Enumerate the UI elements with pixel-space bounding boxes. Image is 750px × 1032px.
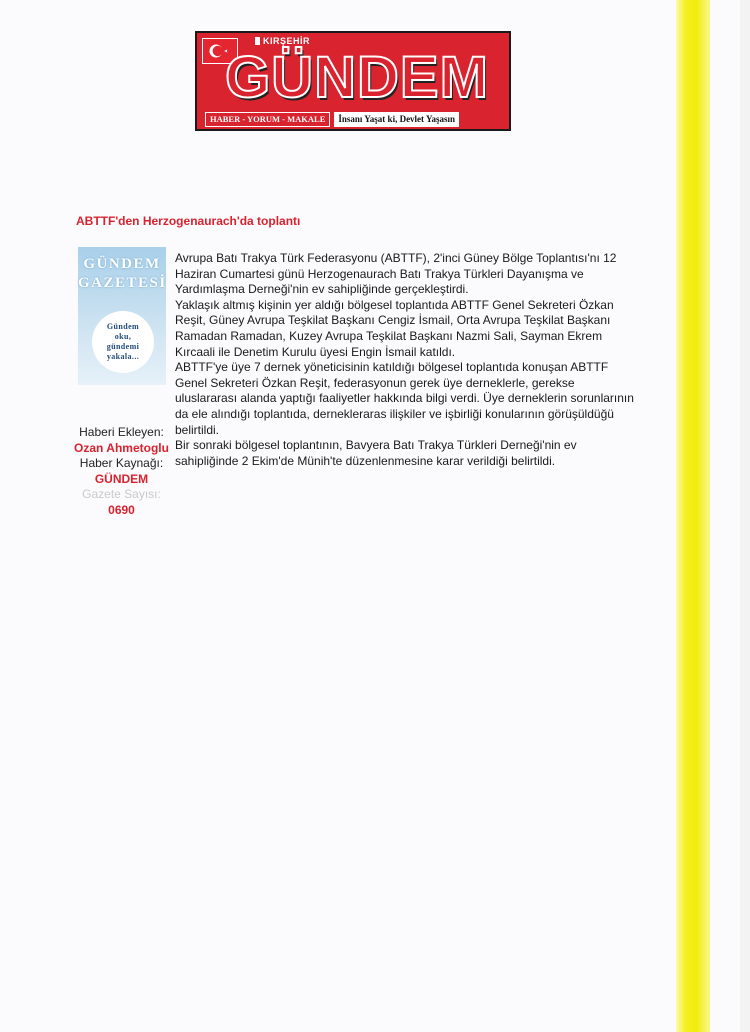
source-name: GÜNDEM [94,471,149,486]
promo-title-line1: GÜNDEM [83,256,161,272]
article-meta [74,425,169,518]
issue-label: Gazete Sayısı: [82,487,161,501]
masthead-slogan-left: HABER - YORUM - MAKALE [205,112,330,127]
promo-title-line2: GAZETESİ [78,275,167,291]
article-paragraph: Yaklaşık altmış kişinin yer aldığı bölgesel toplantıda ABTTF Genel Sekreteri Özkan Reşit, Güney Avrupa Teşkilat Başkanı Cengiz İsmail, Orta Avrupa Teşkilat Başkanı Ramadan Ramadan, Kuzey Avrupa Teşkilat Başkanı Nazmi Sali, Sayman Ekrem Kırcaali ile Denetim Kurulu üyesi Engin İsmail katıldı. [175,297,614,359]
newspaper-masthead [195,31,511,131]
article-body [175,251,635,469]
promo-slogan: Gündem oku, gündemi yakala... [106,322,140,361]
source-label: Haber Kaynağı: [79,456,164,470]
highlighter-stripe [676,0,710,1032]
promo-slogan-circle [92,311,154,373]
article-headline: ABTTF'den Herzogenaurach'da toplantı [76,214,301,228]
added-by-author: Ozan Ahmetoglu [74,440,169,455]
page-edge [740,0,750,1032]
article-paragraph: Avrupa Batı Trakya Türk Federasyonu (ABTTF), 2'inci Güney Bölge Toplantısı'nı 12 Haziran Cumartesi günü Herzogenaurach Batı Trakya Türkleri Dayanışma ve Yardımlaşma Derneği'nin ev sahipliğinde gerçekleştirdi. [175,251,617,297]
promo-title [78,255,166,293]
masthead-title: GÜNDEM [225,45,489,110]
gundem-promo-banner [78,247,166,385]
added-by-label: Haberi Ekleyen: [79,425,164,439]
article-paragraph: Bir sonraki bölgesel toplantının, Bavyera Batı Trakya Türkleri Derneği'nin ev sahipliğinde 2 Ekim'de Münih'te düzenlenmesine karar verildiği belirtildi. [175,438,577,468]
masthead-slogan-right: İnsanı Yaşat ki, Devlet Yaşasın [334,112,459,127]
masthead-slogan-bar [205,112,501,127]
article-paragraph: ABTTF'ye üye 7 dernek yöneticisinin katıldığı bölgesel toplantıda konuşan ABTTF Genel Sekreteri Özkan Reşit, federasyonun gerek üye derneklerle, gerekse uluslararası alanda yaptığı faaliyetler hakkında bilgi verdi. Üye derneklerin sorunlarının da ele alındığı toplantıda, dernekleraras ilişkiler ve işbirliği konularının görüşüldüğü belirtildi. [175,360,634,437]
issue-number: 0690 [108,502,135,517]
masthead-city: KIRŞEHİR [255,36,310,46]
